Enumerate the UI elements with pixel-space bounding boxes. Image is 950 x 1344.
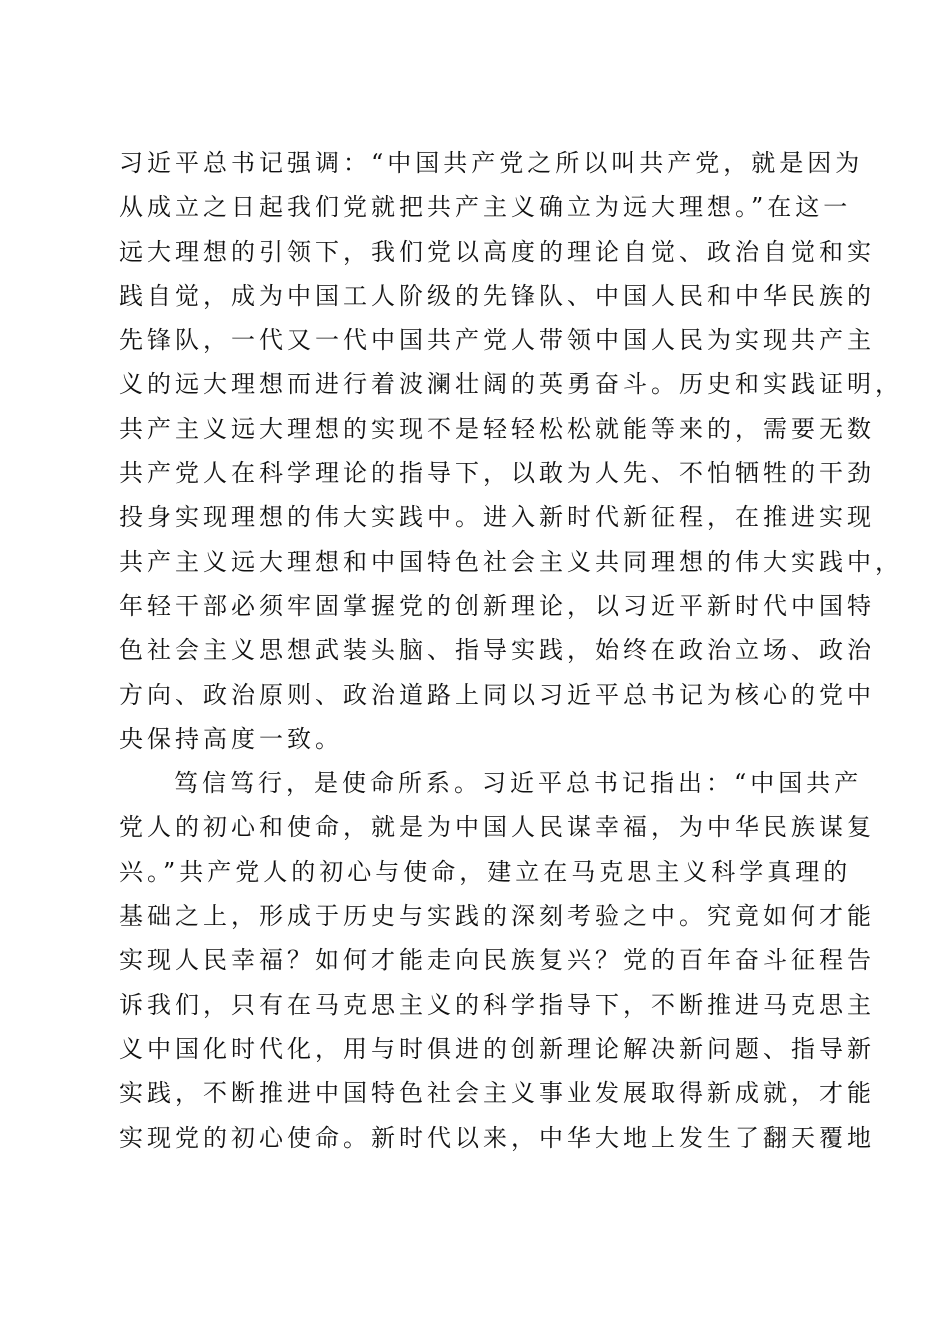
- text-line: 基础之上，形成于历史与实践的深刻考验之中。究竟如何才能: [119, 902, 875, 931]
- text-line: 诉我们，只有在马克思主义的科学指导下，不断推进马克思主: [119, 990, 875, 1019]
- text-line: 党人的初心和使命，就是为中国人民谋幸福，为中华民族谋复: [119, 813, 875, 842]
- text-line: 共产主义远大理想的实现不是轻轻松松就能等来的，需要无数: [119, 414, 875, 443]
- text-line: 方向、政治原则、政治道路上同以习近平总书记为核心的党中: [119, 680, 875, 709]
- text-line: 践自觉，成为中国工人阶级的先锋队、中国人民和中华民族的: [119, 281, 875, 310]
- text-line: 习近平总书记强调：“中国共产党之所以叫共产党，就是因为: [119, 149, 864, 177]
- text-line: 共产党人在科学理论的指导下，以敢为人先、不怕牺牲的干劲: [119, 459, 875, 488]
- text-line: 义中国化时代化，用与时俱进的创新理论解决新问题、指导新: [119, 1034, 875, 1063]
- text-line: 实现党的初心使命。新时代以来，中华大地上发生了翻天覆地: [119, 1123, 875, 1152]
- text-line: 先锋队，一代又一代中国共产党人带领中国人民为实现共产主: [119, 326, 875, 355]
- paragraph-start-line: 笃信笃行，是使命所系。习近平总书记指出：“中国共产: [174, 769, 863, 798]
- text-line: 从成立之日起我们党就把共产主义确立为远大理想。”在这一: [119, 193, 852, 222]
- text-line: 共产主义远大理想和中国特色社会主义共同理想的伟大实践中，: [119, 547, 903, 576]
- text-line: 实现人民幸福？如何才能走向民族复兴？党的百年奋斗征程告: [119, 946, 875, 975]
- body-text: [119, 141, 903, 1160]
- text-line: 央保持高度一致。: [119, 724, 343, 753]
- text-line: 投身实现理想的伟大实践中。进入新时代新征程，在推进实现: [119, 503, 875, 532]
- text-line: 实践，不断推进中国特色社会主义事业发展取得新成就，才能: [119, 1079, 875, 1108]
- text-line: 义的远大理想而进行着波澜壮阔的英勇奋斗。历史和实践证明，: [119, 370, 903, 399]
- text-line: 远大理想的引领下，我们党以高度的理论自觉、政治自觉和实: [119, 237, 875, 266]
- text-line: 色社会主义思想武装头脑、指导实践，始终在政治立场、政治: [119, 636, 875, 665]
- text-line: 年轻干部必须牢固掌握党的创新理论，以习近平新时代中国特: [119, 591, 875, 620]
- text-line: 兴。”共产党人的初心与使命，建立在马克思主义科学真理的: [119, 857, 852, 886]
